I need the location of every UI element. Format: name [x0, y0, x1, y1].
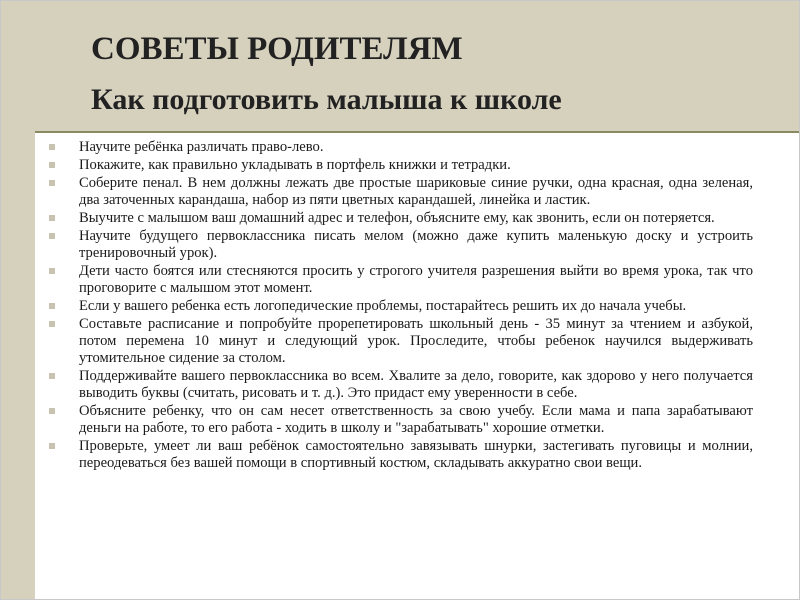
square-bullet-icon	[49, 162, 55, 168]
square-bullet-icon	[49, 321, 55, 327]
page-title: СОВЕТЫ РОДИТЕЛЯМ	[91, 31, 463, 67]
list-item	[49, 210, 753, 227]
advice-list-container	[49, 139, 753, 473]
list-item	[49, 316, 753, 367]
list-item-text: Научите ребёнка различать право-лево.	[79, 139, 324, 155]
list-item	[49, 438, 753, 472]
list-item-text: Объясните ребенку, что он сам несет ответственность за свою учебу. Если мама и папа зарабатывают деньги на работе, то его работа - ходить в школу и "зарабатывать" хорошие отметки.	[79, 403, 753, 436]
list-item-text: Покажите, как правильно укладывать в портфель книжки и тетрадки.	[79, 157, 511, 173]
page-subtitle: Как подготовить малыша к школе	[91, 83, 562, 116]
list-item	[49, 298, 753, 315]
list-item-text: Проверьте, умеет ли ваш ребёнок самостоятельно завязывать шнурки, застегивать пуговицы и молнии, переодеваться без вашей помощи в спортивный костюм, складывать аккуратно свои вещи.	[79, 438, 753, 471]
list-item-text: Выучите с малышом ваш домашний адрес и телефон, объясните ему, как звонить, если он потеряется.	[79, 210, 715, 226]
square-bullet-icon	[49, 408, 55, 414]
list-item-text: Поддерживайте вашего первоклассника во всем. Хвалите за дело, говорите, как здорово у него получается выводить буквы (считать, рисовать и т. д.). Это придаст ему уверенности в себе.	[79, 368, 753, 401]
square-bullet-icon	[49, 215, 55, 221]
square-bullet-icon	[49, 303, 55, 309]
list-item-text: Составьте расписание и попробуйте прорепетировать школьный день - 35 минут за чтением и азбукой, потом перемена 10 минут и следующий урок. Проследите, чтобы ребенок научился выдерживать утомительное сидение за столом.	[79, 316, 753, 366]
square-bullet-icon	[49, 443, 55, 449]
square-bullet-icon	[49, 233, 55, 239]
list-item	[49, 368, 753, 402]
title-area	[1, 1, 799, 131]
list-item	[49, 263, 753, 297]
square-bullet-icon	[49, 373, 55, 379]
square-bullet-icon	[49, 144, 55, 150]
list-item	[49, 228, 753, 262]
list-item-text: Научите будущего первоклассника писать мелом (можно даже купить маленькую доску и устроить тренировочный урок).	[79, 228, 753, 261]
list-item-text: Соберите пенал. В нем должны лежать две простые шариковые синие ручки, одна красная, одна зеленая, два заточенных карандаша, набор из пяти цветных карандашей, линейка и ластик.	[79, 175, 753, 208]
list-item	[49, 139, 753, 156]
list-item	[49, 157, 753, 174]
list-item	[49, 403, 753, 437]
advice-list	[49, 139, 753, 472]
square-bullet-icon	[49, 268, 55, 274]
title-divider	[35, 131, 799, 133]
list-item-text: Дети часто боятся или стесняются просить у строгого учителя разрешения выйти во время урока, так что проговорите с малышом этот момент.	[79, 263, 753, 296]
list-item	[49, 175, 753, 209]
list-item-text: Если у вашего ребенка есть логопедические проблемы, постарайтесь решить их до начала учебы.	[79, 298, 687, 314]
square-bullet-icon	[49, 180, 55, 186]
